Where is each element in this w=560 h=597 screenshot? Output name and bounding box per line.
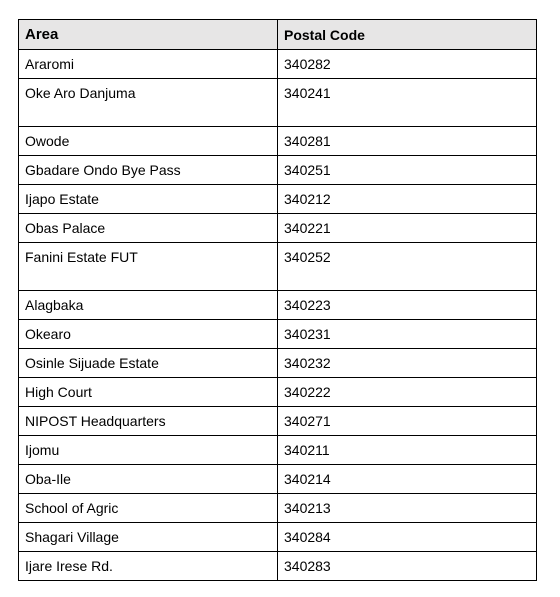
table-row <box>19 127 537 156</box>
postal-code-cell: 340283 <box>278 552 537 581</box>
table-row <box>19 407 537 436</box>
area-cell: Oba-Ile <box>19 465 278 494</box>
postal-code-cell: 340211 <box>278 436 537 465</box>
table-row <box>19 465 537 494</box>
area-cell: Ijare Irese Rd. <box>19 552 278 581</box>
table-row <box>19 523 537 552</box>
area-cell: NIPOST Headquarters <box>19 407 278 436</box>
area-cell: Osinle Sijuade Estate <box>19 349 278 378</box>
postal-code-cell: 340222 <box>278 378 537 407</box>
area-cell: Alagbaka <box>19 291 278 320</box>
table-row <box>19 156 537 185</box>
postal-code-cell: 340213 <box>278 494 537 523</box>
area-cell: High Court <box>19 378 278 407</box>
header-row <box>19 20 537 50</box>
table-header <box>19 20 537 50</box>
postal-code-table <box>18 19 537 581</box>
table-row <box>19 214 537 243</box>
postal-code-cell: 340231 <box>278 320 537 349</box>
area-cell: Shagari Village <box>19 523 278 552</box>
table-row <box>19 185 537 214</box>
area-cell: Fanini Estate FUT <box>19 243 278 291</box>
table-row <box>19 320 537 349</box>
area-cell: Ijapo Estate <box>19 185 278 214</box>
table-row <box>19 243 537 291</box>
area-cell: Okearo <box>19 320 278 349</box>
postal-code-column-header: Postal Code <box>278 20 537 50</box>
table-row <box>19 494 537 523</box>
postal-code-table-wrapper <box>18 19 536 581</box>
table-row <box>19 79 537 127</box>
area-cell: Oke Aro Danjuma <box>19 79 278 127</box>
table-row <box>19 378 537 407</box>
postal-code-cell: 340284 <box>278 523 537 552</box>
area-cell: Owode <box>19 127 278 156</box>
table-row <box>19 349 537 378</box>
table-row <box>19 50 537 79</box>
table-row <box>19 291 537 320</box>
postal-code-cell: 340282 <box>278 50 537 79</box>
table-body <box>19 50 537 581</box>
postal-code-cell: 340251 <box>278 156 537 185</box>
table-row <box>19 436 537 465</box>
postal-code-cell: 340232 <box>278 349 537 378</box>
area-cell: Araromi <box>19 50 278 79</box>
area-cell: Ijomu <box>19 436 278 465</box>
postal-code-cell: 340241 <box>278 79 537 127</box>
postal-code-cell: 340221 <box>278 214 537 243</box>
postal-code-cell: 340223 <box>278 291 537 320</box>
area-cell: School of Agric <box>19 494 278 523</box>
postal-code-cell: 340252 <box>278 243 537 291</box>
area-cell: Obas Palace <box>19 214 278 243</box>
postal-code-cell: 340214 <box>278 465 537 494</box>
table-row <box>19 552 537 581</box>
postal-code-cell: 340212 <box>278 185 537 214</box>
postal-code-cell: 340281 <box>278 127 537 156</box>
postal-code-cell: 340271 <box>278 407 537 436</box>
area-cell: Gbadare Ondo Bye Pass <box>19 156 278 185</box>
area-column-header: Area <box>19 20 278 50</box>
